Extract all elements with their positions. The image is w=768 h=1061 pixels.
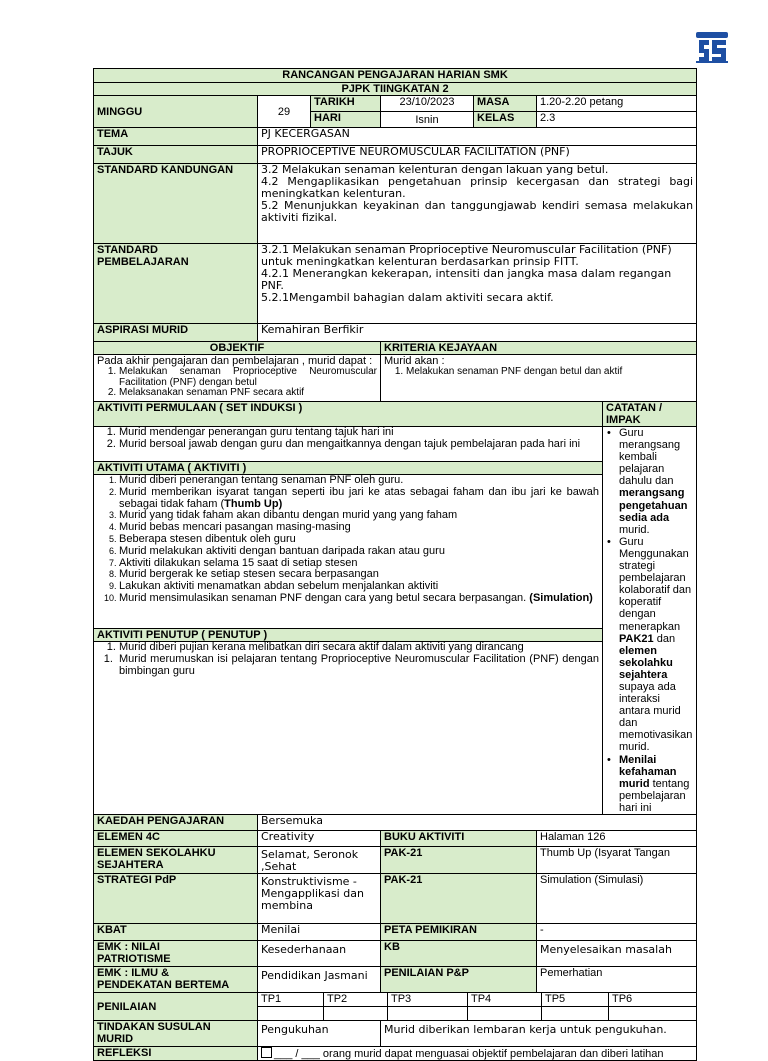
penilaian-label: PENILAIAN xyxy=(94,993,258,1021)
list-item: 1. Melakukan senaman Proprioceptive Neuromuscular Facilitation (PNF) dengan betul xyxy=(119,367,377,388)
tarikh-value: 23/10/2023 xyxy=(381,96,474,112)
list-item: 5. Beberapa stesen dibentuk oleh guru xyxy=(119,534,599,546)
masa-value: 1.20-2.20 petang xyxy=(537,96,697,112)
pak21-2-value: Simulation (Simulasi) xyxy=(537,874,697,924)
refleksi-label: REFLEKSI xyxy=(94,1047,258,1061)
refleksi-content xyxy=(258,1047,697,1061)
aspirasi-value: Kemahiran Berfikir xyxy=(258,324,697,342)
list-item: 1. Melakukan senaman PNF dengan betul dan aktif xyxy=(406,367,693,378)
list-item: 2. Murid bersoal jawab dengan guru dan mengaitkannya dengan tajuk pembelajaran pada hari ini xyxy=(119,439,599,451)
tema-value: PJ KECERGASAN xyxy=(258,128,697,146)
tp-values-row xyxy=(258,1007,697,1021)
tindakan-value-1: Pengukuhan xyxy=(258,1021,381,1047)
tindakan-value-2: Murid diberikan lembaran kerja untuk pengukuhan. xyxy=(381,1021,697,1047)
standard-kandungan-label: STANDARD KANDUNGAN xyxy=(94,164,258,244)
peta-pemikiran-value: - xyxy=(537,924,697,941)
sk-item: 3.2 Melakukan senaman kelenturan dengan lakuan yang betul. xyxy=(261,163,609,176)
tp1-label: TP1 xyxy=(258,993,324,1006)
sp-item: 5.2.1Mengambil bahagian dalam aktiviti secara aktif. xyxy=(261,291,554,304)
emk-ilmu-label-2: PENDEKATAN BERTEMA xyxy=(97,979,230,991)
hari-label: HARI xyxy=(311,112,381,128)
kbat-label: KBAT xyxy=(94,924,258,941)
minggu-label: MINGGU xyxy=(94,96,258,128)
buku-aktiviti-value: Halaman 126 xyxy=(537,831,697,847)
kriteria-label: KRITERIA KEJAYAAN xyxy=(381,342,697,355)
objektif-intro: Pada akhir pengajaran dan pembelajaran , murid dapat : xyxy=(97,355,373,367)
catatan-list xyxy=(606,427,693,814)
tp2-box[interactable] xyxy=(324,1007,388,1020)
catatan-text: Guru merangsang kembali pelajaran dahulu dan xyxy=(619,427,681,488)
elemen-4c-value: Creativity xyxy=(258,831,381,847)
utama-label: AKTIVITI UTAMA ( AKTIVITI ) xyxy=(94,461,602,475)
kriteria-content xyxy=(381,355,697,402)
tema-label: TEMA xyxy=(94,128,258,146)
lesson-plan-table xyxy=(93,68,697,1061)
penilaian-pp-label: PENILAIAN P&P xyxy=(381,967,537,993)
emk-nilai-label xyxy=(94,941,258,967)
list-item: 1. Murid merumuskan isi pelajaran tentang Proprioceptive Neuromuscular Facilitation (PNF) dengan bimbingan guru xyxy=(119,654,599,678)
tp5-box[interactable] xyxy=(542,1007,609,1020)
emk-nilai-label-1: EMK : NILAI xyxy=(97,941,160,953)
objektif-label: OBJEKTIF xyxy=(94,342,381,355)
utama-content xyxy=(94,475,602,628)
tp4-box[interactable] xyxy=(468,1007,542,1020)
utama-list xyxy=(97,475,599,605)
permulaan-content xyxy=(94,427,602,461)
refleksi-value: ___ / ___ orang murid dapat menguasai objektif pembelajaran dan diberi latihan xyxy=(274,1048,664,1060)
pak21-value: Thumb Up (Isyarat Tangan xyxy=(537,847,697,874)
catatan-bold: elemen sekolahku sejahtera xyxy=(619,644,673,681)
elemen-ss-value: Selamat, Seronok ,Sehat xyxy=(258,847,381,874)
standard-kandungan-value xyxy=(258,164,697,244)
sk-item: 5.2 Menunjukkan keyakinan dan tanggungjawab kendiri semasa melakukan aktiviti fizikal. xyxy=(261,199,694,224)
list-item: 2. Melaksanakan senaman PNF secara aktif xyxy=(119,388,377,399)
list-item xyxy=(119,593,599,605)
penutup-label: AKTIVITI PENUTUP ( PENUTUP ) xyxy=(94,628,602,642)
catatan-text: dan xyxy=(653,632,676,645)
tp-row xyxy=(258,993,697,1007)
list-item xyxy=(616,427,693,536)
penutup-list xyxy=(97,642,599,677)
peta-pemikiran-label: PETA PEMIKIRAN xyxy=(381,924,537,941)
sp-label-1: STANDARD xyxy=(97,244,158,256)
catatan-text: tentang pembelajaran hari ini xyxy=(619,777,690,814)
tp4-label: TP4 xyxy=(468,993,542,1006)
list-item: 4. Murid bebas mencari pasangan masing-masing xyxy=(119,522,599,534)
catatan-bold: PAK21 xyxy=(619,632,654,645)
penutup-content xyxy=(94,642,602,690)
utama-item-10-text: Murid mensimulasikan senaman PNF dengan cara yang betul secara berpasangan. xyxy=(119,591,530,604)
thumb-up-close: ) xyxy=(278,497,283,510)
utama-item-2-text: Murid memberikan isyarat tangan seperti ibu jari ke atas sebagai faham dan ibu jari ke bawah sebagai tidak faham ( xyxy=(119,485,599,510)
tindakan-label xyxy=(94,1021,258,1047)
tajuk-value: PROPRIOCEPTIVE NEUROMUSCULAR FACILITATION (PNF) xyxy=(258,146,697,164)
pak21-2-label: PAK-21 xyxy=(381,874,537,924)
activities-cell xyxy=(94,427,603,815)
kelas-value: 2.3 xyxy=(537,112,697,128)
simulation-text: (Simulation) xyxy=(529,591,593,604)
tarikh-label: TARIKH xyxy=(311,96,381,112)
list-item: 1. Murid diberi pujian kerana melibatkan diri secara aktif dalam aktiviti yang dirancang xyxy=(119,642,599,654)
objektif-content xyxy=(94,355,381,402)
tp6-label: TP6 xyxy=(612,993,633,1005)
catatan-text: supaya ada interaksi antara murid dan memotivasikan murid. xyxy=(619,680,693,754)
elemen-ss-label-1: ELEMEN SEKOLAHKU xyxy=(97,847,216,859)
emk-nilai-value: Kesederhanaan xyxy=(258,941,381,967)
thumb-up-text: Thumb Up xyxy=(224,497,279,510)
tp5-label: TP5 xyxy=(542,993,609,1006)
tindakan-label-1: TINDAKAN SUSULAN xyxy=(97,1021,211,1033)
hari-value: Isnin xyxy=(381,112,474,128)
permulaan-label: AKTIVITI PERMULAAN ( SET INDUKSI ) xyxy=(94,402,603,427)
elemen-ss-label-2: SEJAHTERA xyxy=(97,859,164,871)
kriteria-list xyxy=(384,367,693,378)
page-title: RANCANGAN PENGAJARAN HARIAN SMK xyxy=(94,69,697,83)
list-item: 9. Lakukan aktiviti menamatkan abdan sebelum menjalankan aktiviti xyxy=(119,581,599,593)
minggu-value: 29 xyxy=(258,96,311,128)
standard-pembelajaran-label xyxy=(94,244,258,324)
masa-label: MASA xyxy=(474,96,537,112)
page-subtitle: PJPK TIINGKATAN 2 xyxy=(94,83,697,96)
catatan-content xyxy=(603,427,697,815)
elemen-ss-label xyxy=(94,847,258,874)
kelas-label: KELAS xyxy=(474,112,537,128)
list-item xyxy=(119,487,599,511)
list-item: 7. Aktiviti dilakukan selama 15 saat di setiap stesen xyxy=(119,558,599,570)
permulaan-list xyxy=(97,427,599,451)
kb-value: Menyelesaikan masalah xyxy=(537,941,697,967)
list-item xyxy=(616,754,693,814)
aspirasi-label: ASPIRASI MURID xyxy=(94,324,258,342)
kaedah-value: Bersemuka xyxy=(258,815,697,831)
penilaian-pp-value: Pemerhatian xyxy=(537,967,697,993)
emk-nilai-label-2: PATRIOTISME xyxy=(97,953,171,965)
pak21-label: PAK-21 xyxy=(381,847,537,874)
tp1-box[interactable] xyxy=(258,1007,324,1020)
school-logo-icon xyxy=(694,30,730,64)
tp3-box[interactable] xyxy=(388,1007,468,1020)
sk-item: 4.2 Mengaplikasikan pengetahuan prinsip kecergasan dan strategi bagi meningkatkan kelenturan. xyxy=(261,175,694,200)
kaedah-label: KAEDAH PENGAJARAN xyxy=(94,815,258,831)
checkbox-icon[interactable] xyxy=(261,1047,272,1058)
kb-label: KB xyxy=(381,941,537,967)
list-item: 8. Murid bergerak ke setiap stesen secara berpasangan xyxy=(119,569,599,581)
tp3-label: TP3 xyxy=(388,993,468,1006)
standard-pembelajaran-value xyxy=(258,244,697,324)
objektif-list xyxy=(97,367,377,399)
list-item: 3. Murid yang tidak faham akan dibantu dengan murid yang yang faham xyxy=(119,510,599,522)
strategi-value: Konstruktivisme - Mengapplikasi dan membina xyxy=(258,874,381,924)
catatan-bold: Menilai kefahaman murid xyxy=(619,753,677,790)
tajuk-label: TAJUK xyxy=(94,146,258,164)
catatan-text: Guru Menggunakan strategi pembelajaran kolaboratif dan koperatif dengan menerapkan xyxy=(619,535,692,633)
sp-label-2: PEMBELAJARAN xyxy=(97,256,189,268)
tindakan-label-2: MURID xyxy=(97,1033,134,1045)
sp-item: 3.2.1 Melakukan senaman Proprioceptive Neuromuscular Facilitation (PNF) untuk meningkatkan kelenturan berdasarkan prinsip FITT. xyxy=(261,243,672,268)
emk-ilmu-label xyxy=(94,967,258,993)
catatan-label: CATATAN / IMPAK xyxy=(603,402,697,427)
emk-ilmu-label-1: EMK : ILMU & xyxy=(97,967,170,979)
catatan-bold: merangsang pengetahuan sedia ada xyxy=(619,487,688,524)
list-item: 1. Murid mendengar penerangan guru tentang tajuk hari ini xyxy=(119,427,599,439)
sp-item: 4.2.1 Menerangkan kekerapan, intensiti dan jangka masa dalam regangan PNF. xyxy=(261,267,672,292)
kriteria-intro: Murid akan : xyxy=(384,355,445,367)
tp2-label: TP2 xyxy=(324,993,388,1006)
kbat-value: Menilai xyxy=(258,924,381,941)
elemen-4c-label: ELEMEN 4C xyxy=(94,831,258,847)
list-item: 6. Murid melakukan aktiviti dengan bantuan daripada rakan atau guru xyxy=(119,546,599,558)
list-item xyxy=(616,536,693,754)
list-item: 1. Murid diberi penerangan tentang senaman PNF oleh guru. xyxy=(119,475,599,487)
strategi-label: STRATEGI PdP xyxy=(94,874,258,924)
catatan-text: murid. xyxy=(619,523,650,536)
emk-ilmu-value: Pendidikan Jasmani xyxy=(258,967,381,993)
buku-aktiviti-label: BUKU AKTIVITI xyxy=(381,831,537,847)
tp6-box[interactable] xyxy=(609,1007,696,1020)
